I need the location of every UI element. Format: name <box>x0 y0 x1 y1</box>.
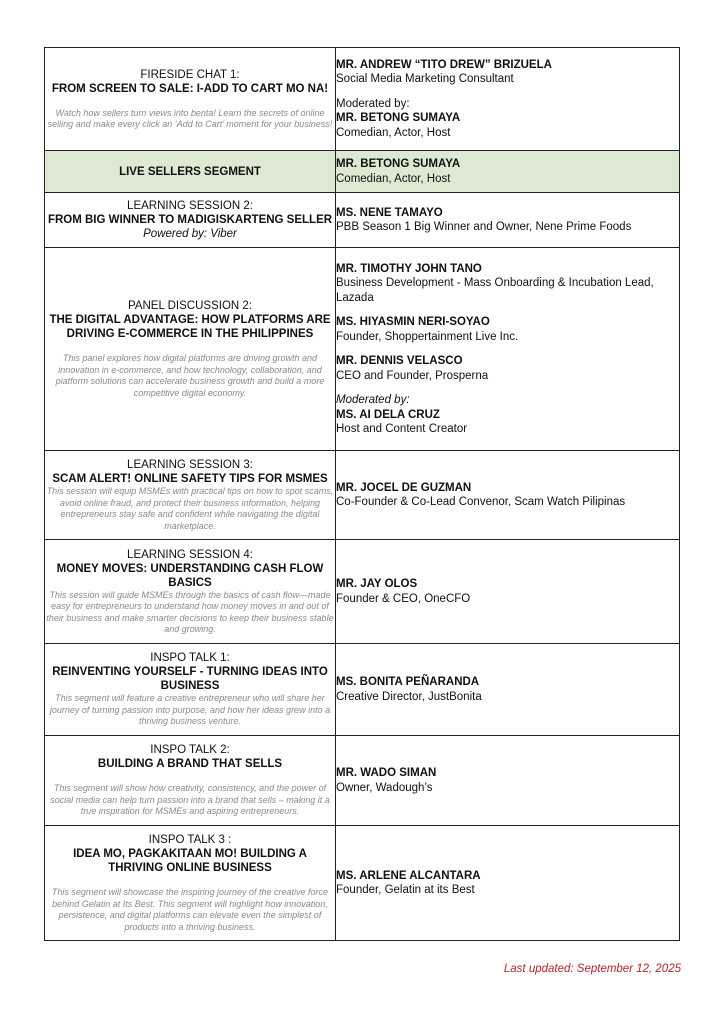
speaker-name: MR. BETONG SUMAYA <box>336 158 461 170</box>
program-row <box>45 451 680 540</box>
session-description: This segment will showcase the inspiring journey of the creative force behind Gelatin at Its Best. This segment will highlight how innovation, persistence, and digital platforms can elevate even the simplest of products into a thriving business. <box>51 887 329 932</box>
session-cell <box>45 540 336 644</box>
speaker-role: Founder, Shoppertainment Live Inc. <box>336 330 519 343</box>
speaker-role: Business Development - Mass Onboarding & Incubation Lead, Lazada <box>336 277 654 304</box>
session-title: THE DIGITAL ADVANTAGE: HOW PLATFORMS ARE DRIVING E-COMMERCE IN THE PHILIPPINES <box>49 314 331 340</box>
session-title: LIVE SELLERS SEGMENT <box>119 165 261 178</box>
session-title: BUILDING A BRAND THAT SELLS <box>97 758 283 771</box>
session-description: Watch how sellers turn views into benta! Learn the secrets of online selling and make every click an ‘Add to Cart’ moment for your business! <box>47 107 333 129</box>
session-cell <box>45 451 336 540</box>
program-row-highlight <box>45 151 680 193</box>
powered-by: Powered by: Viber <box>143 228 237 240</box>
speaker-name: MR. TIMOTHY JOHN TANO <box>336 262 482 275</box>
speaker-role: Social Media Marketing Consultant <box>336 73 514 86</box>
session-cell <box>45 151 336 193</box>
speaker-cell <box>336 826 680 941</box>
session-title: SCAM ALERT! ONLINE SAFETY TIPS FOR MSMES <box>52 473 328 485</box>
program-row <box>45 193 680 248</box>
session-label: FIRESIDE CHAT 1: <box>140 68 240 81</box>
speaker-role: Comedian, Actor, Host <box>336 172 451 185</box>
session-label: INSPO TALK 2: <box>150 744 230 757</box>
program-row <box>45 736 680 826</box>
session-cell <box>45 826 336 941</box>
session-label: LEARNING SESSION 2: <box>127 200 253 212</box>
session-title: FROM SCREEN TO SALE: I-ADD TO CART MO NA! <box>51 82 329 95</box>
session-cell <box>45 48 336 151</box>
session-cell <box>45 248 336 451</box>
speaker-name: MR. WADO SIMAN <box>336 767 437 779</box>
speaker-name: MR. DENNIS VELASCO <box>336 355 463 367</box>
speaker-role: Founder, Gelatin at its Best <box>336 884 475 896</box>
speaker-name: MR. JAY OLOS <box>336 578 418 590</box>
session-cell <box>45 193 336 248</box>
program-table <box>44 47 680 941</box>
session-description: This segment will feature a creative entrepreneur who will share her journey of turning passion into purpose, and how her ideas grew into a thriving business venture. <box>49 693 331 727</box>
program-row <box>45 48 680 151</box>
moderator-role: Host and Content Creator <box>336 423 468 435</box>
speaker-name: MR. ANDREW “TITO DREW” BRIZUELA <box>336 58 552 71</box>
session-description: This segment will show how creativity, consistency, and the power of social media can help turn passion into a brand that sells – making it a true inspiration for MSMEs and aspiring entrepreneurs. <box>50 783 330 817</box>
moderator-role: Comedian, Actor, Host <box>336 126 451 139</box>
session-cell <box>45 644 336 736</box>
program-row <box>45 644 680 736</box>
speaker-name: MR. JOCEL DE GUZMAN <box>336 481 472 494</box>
program-row <box>45 826 680 941</box>
session-title: FROM BIG WINNER TO MADIGISKARTENG SELLER <box>47 214 333 226</box>
session-label: PANEL DISCUSSION 2: <box>128 300 252 312</box>
session-label: INSPO TALK 1: <box>150 652 230 665</box>
session-title: REINVENTING YOURSELF - TURNING IDEAS INTO BUSINESS <box>52 666 328 693</box>
program-row <box>45 248 680 451</box>
last-updated-note: Last updated: September 12, 2025 <box>503 963 681 975</box>
speaker-name: MS. HIYASMIN NERI-SOYAO <box>336 316 490 328</box>
session-label: LEARNING SESSION 4: <box>127 548 253 561</box>
moderated-by-label: Moderated by: <box>336 394 410 406</box>
session-label: INSPO TALK 3 : <box>148 834 232 846</box>
session-title: MONEY MOVES: UNDERSTANDING CASH FLOW BASICS <box>56 562 324 589</box>
speaker-cell <box>336 736 680 826</box>
moderated-by-label: Moderated by: <box>336 97 410 110</box>
session-label: LEARNING SESSION 3: <box>127 459 253 471</box>
speaker-cell <box>336 48 680 151</box>
session-description: This session will equip MSMEs with practical tips on how to spot scams, avoid online fraud, and protect their business information, helping entrepreneurs stay safe and confident while navigating the digital marketplace. <box>46 486 334 531</box>
speaker-name: MS. ARLENE ALCANTARA <box>336 869 481 882</box>
speaker-cell <box>336 151 680 193</box>
moderator-name: MR. BETONG SUMAYA <box>336 112 461 125</box>
speaker-role: Creative Director, JustBonita <box>336 690 482 703</box>
speaker-role: Owner, Wadough’s <box>336 781 433 794</box>
speaker-cell <box>336 248 680 451</box>
speaker-name: MS. BONITA PEÑARANDA <box>336 676 480 688</box>
speaker-name: MS. NENE TAMAYO <box>336 206 443 219</box>
session-title: IDEA MO, PAGKAKITAAN MO! BUILDING A THRIVING ONLINE BUSINESS <box>73 848 307 874</box>
speaker-role: CEO and Founder, Prosperna <box>336 369 489 382</box>
session-cell <box>45 736 336 826</box>
speaker-cell <box>336 644 680 736</box>
speaker-cell <box>336 193 680 248</box>
speaker-cell <box>336 451 680 540</box>
program-row <box>45 540 680 644</box>
speaker-role: PBB Season 1 Big Winner and Owner, Nene Prime Foods <box>336 221 632 233</box>
speaker-role: Co-Founder & Co-Lead Convenor, Scam Watch Pilipinas <box>336 496 626 508</box>
moderator-name: MS. AI DELA CRUZ <box>336 408 440 421</box>
session-description: This session will guide MSMEs through the basics of cash flow—made easy for entrepreneurs to understand how money moves in and out of their business and make smarter decisions to keep their business stable and growing. <box>46 589 334 634</box>
speaker-role: Founder & CEO, OneCFO <box>336 592 471 605</box>
session-description: This panel explores how digital platforms are driving growth and innovation in e-commerce, and how technology, collaboration, and platform solutions can accelerate business growth and build a more competitive digital economy. <box>55 353 325 398</box>
speaker-cell <box>336 540 680 644</box>
